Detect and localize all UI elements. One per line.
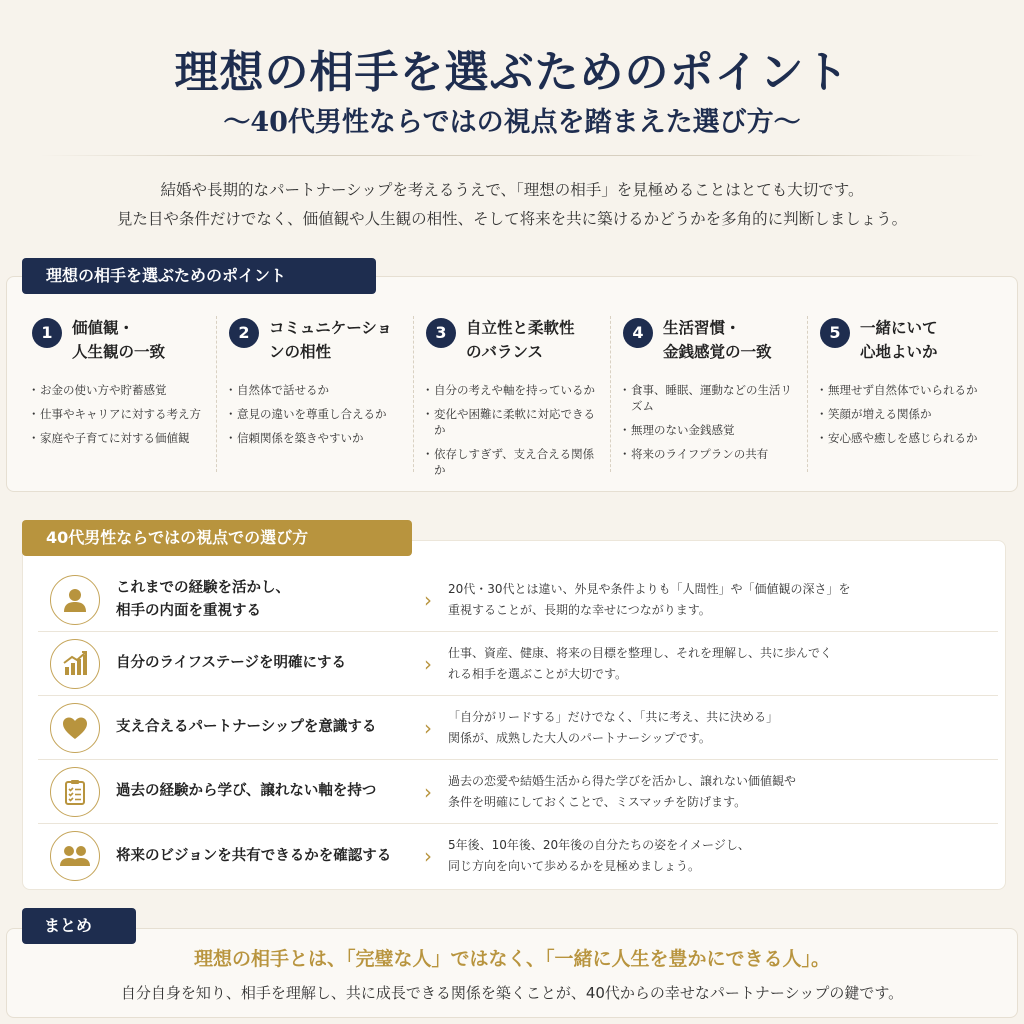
point-title-line: ンの相性 bbox=[269, 343, 332, 361]
point-title-line: 価値観・ bbox=[72, 319, 135, 337]
desc-line: れる相手を選ぶことが大切です。 bbox=[448, 666, 628, 681]
point-item-4 bbox=[611, 316, 808, 472]
bullet-item: ・ 依存しすぎず、支え合える関係か bbox=[426, 446, 598, 478]
bullet-item: ・ 将来のライフプランの共有 bbox=[623, 446, 795, 462]
bullet-item: ・ お金の使い方や貯蓄感覚 bbox=[32, 382, 204, 398]
perspective-row-title bbox=[116, 716, 412, 739]
bullet-item: ・ 自然体で話せるか bbox=[229, 382, 401, 398]
title-line: 将来のビジョンを共有できるかを確認する bbox=[116, 847, 392, 864]
perspective-list bbox=[38, 568, 998, 888]
chevron-right-icon: › bbox=[424, 651, 432, 676]
chevron-right-icon: › bbox=[424, 587, 432, 612]
point-number-badge: 2 bbox=[229, 318, 259, 348]
points-list bbox=[20, 316, 1004, 477]
point-title bbox=[663, 316, 772, 364]
point-title-line: のバランス bbox=[466, 343, 544, 361]
point-number-badge: 1 bbox=[32, 318, 62, 348]
title-line: 相手の内面を重視する bbox=[116, 602, 261, 619]
perspective-row-title bbox=[116, 780, 412, 803]
point-bullets bbox=[820, 382, 992, 446]
point-title bbox=[860, 316, 938, 364]
desc-line: 「自分がリードする」だけでなく、「共に考え、共に決める」 bbox=[448, 709, 779, 724]
two-people-icon bbox=[50, 831, 100, 881]
title-line: 自分のライフステージを明確にする bbox=[116, 655, 346, 671]
summary-panel bbox=[6, 928, 1018, 1018]
bullet-item: ・ 無理のない金銭感覚 bbox=[623, 422, 795, 438]
point-item-5 bbox=[808, 316, 1004, 472]
point-bullets bbox=[426, 382, 598, 478]
point-title bbox=[72, 316, 165, 364]
chevron-right-icon: › bbox=[424, 779, 432, 804]
point-title-line: 人生観の一致 bbox=[72, 343, 166, 361]
perspective-row-desc bbox=[444, 643, 998, 685]
growth-chart-icon bbox=[50, 639, 100, 689]
perspective-row-title bbox=[116, 577, 412, 623]
point-title-line: 心地よいか bbox=[860, 343, 938, 361]
point-title-line: コミュニケーショ bbox=[269, 319, 393, 337]
intro-line-2: 見た目や条件だけでなく、価値観や人生観の相性、そして将来を共に築けるかどうかを多角的に判断しましょう。 bbox=[116, 210, 908, 228]
bullet-item: ・ 信頼関係を築きやすいか bbox=[229, 430, 401, 446]
desc-line: 条件を明確にしておくことで、ミスマッチを防げます。 bbox=[448, 794, 747, 809]
desc-line: 同じ方向を向いて歩めるかを見極めましょう。 bbox=[448, 859, 701, 873]
desc-line: 20代・30代とは違い、外見や条件よりも「人間性」や「価値観の深さ」を bbox=[448, 581, 851, 596]
perspective-row bbox=[38, 824, 998, 888]
summary-headline: 理想の相手とは、「完璧な人」ではなく、「一緒に人生を豊かにできる人」。 bbox=[193, 948, 831, 970]
heart-icon bbox=[50, 703, 100, 753]
point-title bbox=[466, 316, 575, 364]
bullet-item: ・ 無理せず自然体でいられるか bbox=[820, 382, 992, 398]
perspective-row bbox=[38, 760, 998, 824]
bullet-item: ・ 食事、睡眠、運動などの生活リズム bbox=[623, 382, 795, 414]
point-bullets bbox=[229, 382, 401, 446]
point-title bbox=[269, 316, 392, 364]
perspective-row-desc bbox=[444, 707, 998, 749]
clipboard-checklist-icon bbox=[50, 767, 100, 817]
desc-line: 過去の恋愛や結婚生活から得た学びを活かし、譲れない価値観や bbox=[448, 773, 797, 788]
perspective-row-desc bbox=[444, 579, 998, 621]
summary-text: 自分自身を知り、相手を理解し、共に成長できる関係を築くことが、40代からの幸せなパートナーシップの鍵です。 bbox=[120, 984, 904, 1002]
point-item-1 bbox=[20, 316, 217, 472]
desc-line: 重視することが、長期的な幸せにつながります。 bbox=[448, 602, 711, 617]
points-section-tab: 理想の相手を選ぶためのポイント bbox=[22, 258, 376, 294]
bullet-item: ・ 笑顔が増える関係か bbox=[820, 406, 992, 422]
bullet-item: ・ 家庭や子育てに対する価値観 bbox=[32, 430, 204, 446]
person-icon bbox=[50, 575, 100, 625]
header-divider bbox=[40, 155, 984, 156]
perspective-row-title bbox=[116, 652, 412, 675]
bullet-item: ・ 自分の考えや軸を持っているか bbox=[426, 382, 598, 398]
chevron-right-icon: › bbox=[424, 844, 432, 868]
perspective-section-tab: 40代男性ならではの視点での選び方 bbox=[22, 520, 412, 556]
desc-line: 仕事、資産、健康、将来の目標を整理し、それを理解し、共に歩んでく bbox=[448, 645, 833, 660]
desc-line: 関係が、成熟した大人のパートナーシップです。 bbox=[448, 730, 711, 745]
point-title-line: 一緒にいて bbox=[860, 319, 938, 337]
page-subtitle: 〜40代男性ならではの視点を踏まえた選び方〜 bbox=[223, 107, 801, 138]
perspective-row-title bbox=[116, 845, 412, 868]
bullet-item: ・ 変化や困難に柔軟に対応できるか bbox=[426, 406, 598, 438]
page-title: 理想の相手を選ぶためのポイント bbox=[174, 47, 850, 98]
point-item-3 bbox=[414, 316, 611, 477]
title-line: これまでの経験を活かし、 bbox=[116, 579, 290, 596]
desc-line: 5年後、10年後、20年後の自分たちの姿をイメージし、 bbox=[448, 838, 750, 852]
chevron-right-icon: › bbox=[424, 715, 432, 740]
title-line: 支え合えるパートナーシップを意識する bbox=[116, 719, 377, 735]
bullet-item: ・ 意見の違いを尊重し合えるか bbox=[229, 406, 401, 422]
intro-line-1: 結婚や長期的なパートナーシップを考えるうえで、「理想の相手」を見極めることはとても大切です。 bbox=[160, 181, 864, 199]
point-number-badge: 4 bbox=[623, 318, 653, 348]
intro-text bbox=[0, 176, 1024, 234]
perspective-row-desc bbox=[444, 771, 998, 813]
perspective-row-desc bbox=[444, 835, 998, 877]
title-line: 過去の経験から学び、譲れない軸を持つ bbox=[116, 783, 377, 799]
point-title-line: 金銭感覚の一致 bbox=[663, 343, 772, 361]
point-title-line: 自立性と柔軟性 bbox=[466, 319, 575, 337]
bullet-item: ・ 安心感や癒しを感じられるか bbox=[820, 430, 992, 446]
perspective-row bbox=[38, 568, 998, 632]
summary-section-tab: まとめ bbox=[22, 908, 136, 944]
perspective-row bbox=[38, 696, 998, 760]
perspective-row bbox=[38, 632, 998, 696]
point-number-badge: 5 bbox=[820, 318, 850, 348]
bullet-item: ・ 仕事やキャリアに対する考え方 bbox=[32, 406, 204, 422]
point-number-badge: 3 bbox=[426, 318, 456, 348]
point-item-2 bbox=[217, 316, 414, 472]
point-title-line: 生活習慣・ bbox=[663, 319, 741, 337]
point-bullets bbox=[623, 382, 795, 462]
point-bullets bbox=[32, 382, 204, 446]
